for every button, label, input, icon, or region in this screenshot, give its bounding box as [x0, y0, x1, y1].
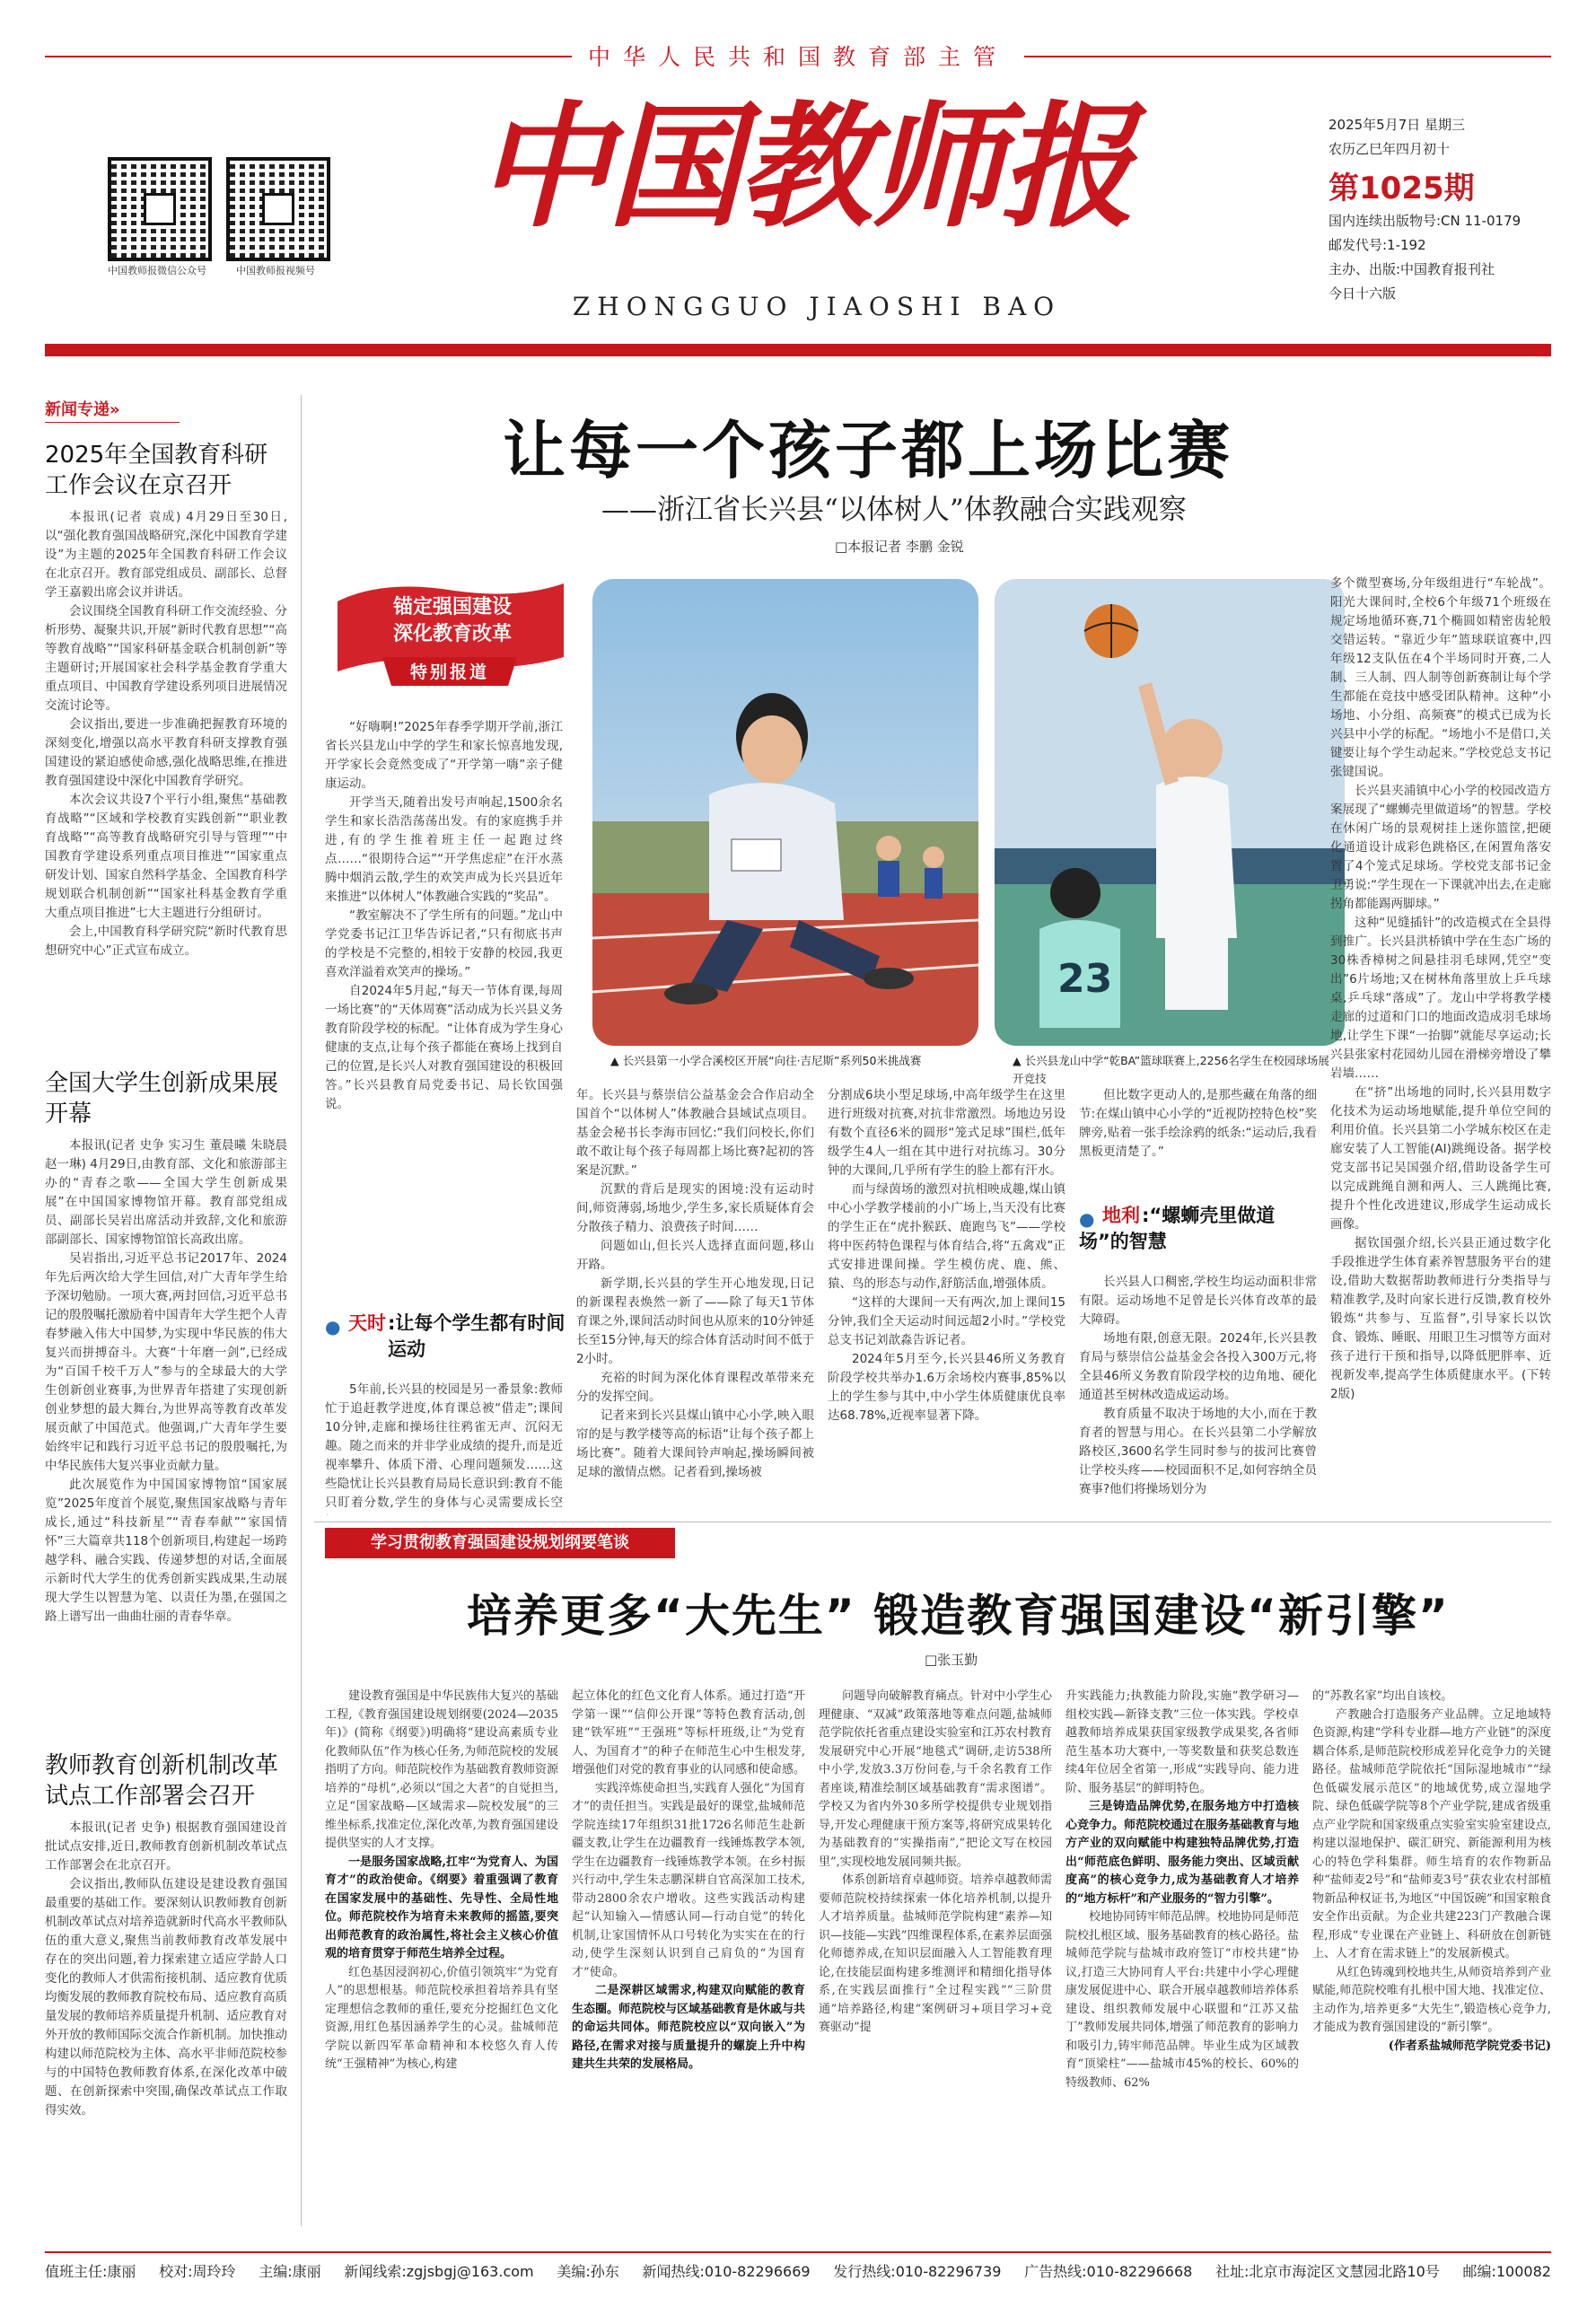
supervisor-line: 中华人民共和国教育部主管: [0, 39, 1596, 72]
pin-icon: ●: [1079, 1208, 1095, 1230]
news1-body: 本报讯(记者 袁成) 4月29日至30日,以“强化教育强国战略研究,深化中国教育学建设”为主题的2025年全国教育科研工作会议在北京召开。教育部党组成员、副部长、总督学王嘉毅出席会议并讲话。 会议围绕全国教育科研工作交流经验、分析形势、凝聚共识,开展“新时代教育思想”“高等教育战略”“国家科研基金联合机制创新”等主题研讨;开展国家社会科学基金教育学重大重点项目、中国教育学建设系列项目进展情况交流讨论等。 会议指出,要进一步准确把握教育环境的深刻变化,增强以高水平教育科研支撑教育强国建设的紧迫感使命感,强化战略思维,在推进教育强国建设中深化中国教育学研究。 本次会议共设7个平行小组,聚焦“基础教育战略”“区域和学校教育实践创新”“职业教育战略”“高等教育战略研究引导与管理”“中国教育学建设系列重点项目推进”“国家重点研发计划、国家自然科学基金、全国教育科学规划联合机制创新”“国家社科基金教育学重大重点项目推进”七大主题进行分组研讨。 会上,中国教育科学研究院“新时代教育思想研究中心”正式宣布成立。: [45, 510, 287, 958]
publisher: 主办、出版:中国教育报刊社: [1329, 261, 1495, 277]
header-red-bar: [45, 344, 1551, 356]
cn-number: 国内连续出版物号:CN 11-0179: [1329, 213, 1521, 229]
qr-label-video: 中国教师报视频号: [236, 265, 315, 276]
second-col4: 升实践能力;执教能力阶段,实施“教学研习—组校实践—新锋支教”三位一体实践。学校卓越教师培养成果获国家级教学成果奖,各省师范生基本功大赛中,一等奖数量和获奖总数连续4年位居全省第一,形成“实践导向、能力进阶、服务基层”的鲜明特色。 三是铸造品牌优势,在服务地方中打造核心竞争力。师范院校通过在服务基础教育与地方产业的双向赋能中构建独特品牌优势,打造出“师范底色鲜明、服务能力突出、区域贡献度高”的核心竞争力,成为基础教育人才培养的“地方标杆”和产业服务的“智力引擎”。 校地协同铸牢师范品牌。校地协同是师范院校扎根区域、服务基础教育的核心路径。盐城师范学院与盐城市政府签订“市校共建”协议,打造三大协同育人平台:共建中小学心理健康发展促进中心、联合开展卓越教师培养体系建设、组织教师发展中心联盟和“江苏又盐丁”教师发展共同体,增强了师范教育的影响力和吸引力,铸牢师范品牌。毕业生成为区域教育“顶梁柱”——盐城市45%的校长、60%的特级教师、62%: [1065, 1689, 1299, 2090]
issue-number: 第1025期: [1329, 171, 1475, 206]
photo2-caption: ▲ 长兴县龙山中学“乾BA”篮球联赛上,2256名学生在校园球场展开竞技: [1013, 1054, 1329, 1085]
footer-rule: [45, 2251, 1551, 2253]
second-col2: 起立体化的红色文化育人体系。通过打造“开学第一课”“信仰公开课”等特色教育活动,创建“铁军班”“王强班”等标杆班级,让“为党育人、为国育才”的种子在师范生心中生根发芽,增强他们对党的教育事业的认同感和使命感。 实践淬炼使命担当,实践育人强化“为国育才”的责任担当。实践是最好的课堂,盐城师范学院连续17年组织31批1726名师范生赴新疆支教,让学生在边疆教育一线锤炼教学本领,学生在边疆教育一线锤炼教学本领。在乡村振兴行动中,学生朱志鹏深耕自官高深加工技术,带动2800余农户增收。这些实践活动构建起“认知输入—情感认同—行动自觉”的转化机制,让家国情怀从口号转化为实实在在的行动,使学生深刻认识到自己肩负的“为国育才”使命。 二是深耕区域需求,构建双向赋能的教育生态圈。师范院校与区域基础教育是休戚与共的命运共同体。师范院校应以“双向嵌入”为路径,在需求对接与质量提升的螺旋上升中构建共生共荣的发展格局。: [572, 1689, 805, 2071]
subtitle-dili: [1079, 1203, 1317, 1257]
badge-line1: 锚定强国建设: [392, 596, 512, 618]
masthead-pinyin: ZHONGGUO JIAOSHI BAO: [572, 292, 1062, 321]
main-byline: □本报记者 李鹏 金锐: [835, 539, 964, 555]
second-col5: 的“苏教名家”均出自该校。 产教融合打造服务产业品牌。立足地域特色资源,构建“学科专业群—地方产业链”的深度耦合体系,是师范院校形成差异化竞争力的关键路径。盐城师范学院依托“国际湿地城市”“绿色低碳发展示范区”的地域优势,成立湿地学院、绿色低碳学院等8个产业学院,建成省级重点产业学院和国家级重点实验室实验室建设点,构建以湿地保护、碳汇研究、新能源利用为核心的特色学科集群。师生培育的农作物新品种“盐师麦2号”和“盐师麦3号”获农业农村部植物新品种权证书,为地区“中国饭碗”和国家粮食安全作出贡献。为企业共建223门产教融合课程,形成“专业课在产业链上、科研放在创新链上、人才育在需求链上”的发展新模式。 从红色铸魂到校地共生,从师资培养到产业赋能,师范院校唯有扎根中国大地、找准定位、主动作为,培养更多“大先生”,锻造核心竞争力,才能成为教育强国建设的“新引擎”。 (作者系盐城师范学院党委书记): [1312, 1689, 1551, 2053]
main-col1b: 5年前,长兴县的校园是另一番景象:教师忙于追赶教学进度,体育课总被“借走”;课间10分钟,走廊和操场往往鸦雀无声、沉闷无趣。随之而来的并非学业成绩的提升,而是近视率攀升、体质下滑、心理问题频发……这些隐忧让长兴县教育局局长意识到:教育不能只盯着分数,学生的身体与心灵需要成长空: [325, 1382, 563, 1510]
main-headline[interactable]: 让每一个孩子都上场比赛: [503, 414, 1233, 487]
subtitle-text: :让每个学生都有时间运动: [388, 1312, 566, 1360]
svg-text:23: 23: [1057, 956, 1113, 1002]
news2-title[interactable]: 全国大学生创新成果展开幕: [45, 1070, 279, 1127]
footer-editor: 值班主任:康丽: [45, 2263, 136, 2280]
commentary-banner: 学习贯彻教育强国建设规划纲要笔谈: [325, 1528, 675, 1558]
subtitle-tag: 地利: [1102, 1205, 1140, 1226]
main-col4: 但比数字更动人的,是那些藏在角落的细节:在煤山镇中心小学的“近视防控特色校”奖牌旁,贴着一张手绘涂鸦的纸条:“运动后,我看黑板更清楚了。”: [1079, 1088, 1317, 1159]
second-col3: 问题导向破解教育痛点。针对中小学生心理健康、“双减”政策落地等难点问题,盐城师范学院依托省重点建设实验室和江苏农村教育发展研究中心开展“地毯式”调研,走访538所中小学,发放3.3万份问卷,与千余名教育工作者座谈,精准绘制区域基础教育“需求图谱”。学校又为省内外30多所学校提供专业规划指导,开发心理健康干预方案等,将研究成果转化为基础教育的“实操指南”,“把论文写在校园里”,实现校地发展同频共振。 体系创新培育卓越师资。培养卓越教师需要师范院校持续探索一体化培养机制,以提升人才培养质量。盐城师范学院构建“素养—知识—技能—实践”四维课程体系,在素养层面强化师德养成,在知识层面融入人工智能教育理论,在技能层面构建多维测评和精细化指导体系,在实践层面推行“全过程实践”“三阶贯通”培养路径,构建“案例研习+项目学习+竞赛驱动”提: [819, 1689, 1052, 2034]
footer-chief: 主编:康丽: [259, 2263, 321, 2280]
footer-ad-tel: 广告热线:010-82296668: [1024, 2263, 1193, 2280]
news3-body: 本报讯(记者 史争) 根据教育强国建设首批试点安排,近日,教师教育创新机制改革试点工作部署会在北京召开。 会议指出,教师队伍建设是建设教育强国最重要的基础工作。要深刻认识教师教育创新机制改革试点对培养造就新时代高水平教师队伍的重大意义,聚焦当前教师教育改革发展中存在的突出问题,着力探索建立适应学龄人口变化的教师人才供需衔接机制、适应教育优质均衡发展的教师教育院校布局、适应教育高质量发展的教师培养质量提升机制、适应教育对外开放的教师国际交流合作新机制。加快推动构建以师范院校为主体、高水平非师范院校参与的中国特色教师教育体系,在深化改革中破题、在创新探索中突围,确保改革试点工作取得实效。: [45, 1820, 287, 2118]
photo-sprint-challenge[interactable]: [592, 579, 978, 1046]
second-col1: 建设教育强国是中华民族伟大复兴的基础工程,《教育强国建设规划纲要(2024—2035年)》(简称《纲要》)明确将“建设高素质专业化教师队伍”作为核心任务,为师范院校的发展指明了方向。师范院校作为基础教育教师资源培养的“母机”,必须以“国之大者”的自觉担当,立足“国家战略—区域需求—院校发展”的三维坐标系,找准定位,深化改革,为教育强国建设提供坚实的人才支撑。 一是服务国家战略,扛牢“为党育人、为国育才”的政治使命。《纲要》着重强调了教育在国家发展中的基础性、先导性、全局性地位。师范院校作为培育未来教师的摇篮,要突出师范教育的政治属性,将社会主义核心价值观的培育贯穿于师范生培养全过程。 红色基因浸润初心,价值引领筑牢“为党育人”的思想根基。师范院校承担着培养具有坚定理想信念教师的重任,要充分挖掘红色文化资源,用红色基因涵养学生的心灵。盐城师范学院以新四军革命精神和本校悠久育人传统“王强精神”为核心,构建: [325, 1689, 558, 2071]
badge-line2: 深化教育改革: [392, 623, 512, 645]
masthead-title: 中国教师报: [476, 88, 1132, 246]
second-byline: □张玉勤: [925, 1652, 978, 1668]
badge-line3: 特别报道: [409, 662, 489, 682]
qr-code-video[interactable]: [226, 157, 330, 261]
basketball-photo-icon: [995, 579, 1345, 1046]
photo-basketball-league[interactable]: [995, 579, 1345, 1046]
main-subhead: ——浙江省长兴县“以体树人”体教融合实践观察: [601, 494, 1187, 526]
footer-art: 美编:孙东: [557, 2263, 619, 2280]
pin-icon: ●: [325, 1316, 341, 1338]
footer-email[interactable]: 新闻线索:zgjsbgj@163.com: [344, 2263, 534, 2280]
qr-label-wechat: 中国教师报微信公众号: [108, 265, 206, 276]
footer-bar: [45, 2260, 1551, 2281]
news-section-label: 新闻专递»: [45, 400, 120, 419]
lunar-date: 农历乙巳年四月初十: [1329, 141, 1451, 157]
sidebar-divider: [301, 395, 302, 2226]
news3-title[interactable]: 教师教育创新机制改革试点工作部署会召开: [45, 1752, 279, 1810]
news2-body: 本报讯(记者 史争 实习生 董晨曦 朱晓晨 赵一琳) 4月29日,由教育部、文化和旅游部主办的“青春之歌——全国大学生创新成果展”在中国国家博物馆开幕。教育部党组成员、副部长吴岩出席活动并致辞,文化和旅游部副部长、国家博物馆馆长高政出席。 吴岩指出,习近平总书记2017年、2024年先后两次给大学生回信,对广大青年学生给予深切勉励。一项大赛,两封回信,习近平总书记的殷殷嘱托激励着中国青年大学生把个人青春梦融入伟大中国梦,为实现中华民族的伟大复兴而拼搏奋斗。大赛“十年磨一剑”,已经成为“百国千校千万人”参与的全球最大的大学生创新创业赛事,为世界青年搭建了实现创新创业梦想的最大舞台,为世界高等教育改革发展贡献了中国范式。他强调,广大青年学生要始终牢记和践行习近平总书记的殷殷嘱托,为中华民族伟大复兴事业贡献力量。 此次展览作为中国国家博物馆“国家展览”2025年度首个展览,聚焦国家战略与青年成长,通过“科技新星”“青春奉献”“家国情怀”三大篇章共118个创新项目,构建起一场跨越学科、融合实践、传递梦想的对话,全面展示新时代大学生的优秀创新实践成果,生动展现大学生以智慧为笔、以责任为墨,在强国之路上谱写出一曲曲壮丽的青春华章。: [45, 1138, 287, 1624]
page-count: 今日十六版: [1329, 285, 1397, 302]
footer-proof: 校对:周玲玲: [159, 2263, 236, 2280]
main-col5: 多个微型赛场,分年级组进行“车轮战”。阳光大课间时,全校6个年级71个班级在规定场地循环赛,71个椭圆如精密齿轮般交错运转。“靠近少年”篮球联谊赛中,四年级12支队伍在4个半场同时开赛,二人制、三人制、四人制等创新赛制让每个学生都能在竞技中感受团队精神。这种“小场地、小分组、高频赛”的模式已成为长兴县中小学的标配。“场地小不是借口,关键要让每个学生动起来。”学校党总支书记张键国说。 长兴县夹浦镇中心小学的校园改造方案展现了“螺蛳壳里做道场”的智慧。学校在休闲广场的景观树挂上迷你篮筐,把硬化通道设计成彩色跳格区,在闲置角落安置了4个笼式足球场。学校党支部书记金卫勇说:“学生现在一下课就冲出去,在走廊拐角都能踢两脚球。” 这种“见缝插针”的改造模式在全县得到推广。长兴县洪桥镇中学在生态广场的30株香樟树之间悬挂羽毛球网,凭空“变出”6片场地;又在树林角落里放上乒乓球桌,乒乓球“落成”了。龙山中学将教学楼走廊的过道和门口的地面改造成羽毛球场地,让学生下课“一抬脚”就能尽享运动;长兴县张家村花园幼儿园在滑梯旁增设了攀岩墙…… 在“挤”出场地的同时,长兴县用数字化技术为运动场地赋能,提升单位空间的利用价值。长兴县第二小学城东校区在走廊安装了人工智能(AI)跳绳设备。据学校党支部书记吴国强介绍,借助设备学生可以完成跳绳自测和两人、三人跳绳比赛,提升个性化改进建议,形成学生运动成长画像。 据钦国强介绍,长兴县正通过数字化手段推进学生体育素养智慧服务平台的建设,借助大数据帮助教师进行分类指导与精准教学,及时向家长进行反馈,教育校外锻炼“共参与、互监督”,引导家长以饮食、锻炼、睡眠、用眼卫生习惯等方面对孩子进行干预和指导,以降低肥胖率、近视新发率,提高学生体质健康水平。(下转2版): [1330, 576, 1551, 1401]
footer-address: 社址:北京市海淀区文慧园北路10号: [1215, 2263, 1440, 2280]
footer-zip: 邮编:100082: [1462, 2263, 1551, 2280]
photo1-caption: ▲ 长兴县第一小学合溪校区开展“向往·吉尼斯”系列50米挑战赛: [610, 1054, 922, 1067]
sprint-photo-icon: [592, 579, 978, 1046]
main-col4b: 长兴县人口稠密,学校生均运动面积非常有限。运动场地不足曾是长兴体育改革的最大障碍。 场地有限,创意无限。2024年,长兴县教育局与蔡崇信公益基金会各投入300万元,将全县46所义务教育阶段学校的边角地、硬化通道甚至树林改造成运动场。 教育质量不取决于场地的大小,而在于教育者的智慧与用心。在长兴县第二小学解放路校区,3600名学生同时参与的拔河比赛曾让学校头疼——校园面积不足,如何容纳全员赛事?他们将操场划分为: [1079, 1275, 1317, 1496]
postal-code: 邮发代号:1-192: [1329, 237, 1426, 253]
main-col2: 年。长兴县与蔡崇信公益基金会合作启动全国首个“以体树人”体教融合县域试点项目。基金会秘书长李海市回忆:“我们问校长,你们敢不敢让每个孩子每周都上场比赛?起初的答案是沉默。” 沉默的背后是现实的困境:没有运动时间,师资薄弱,场地少,学生多,家长质疑体育会分散孩子精力、浪费孩子时间…… 问题如山,但长兴人选择直面问题,移山开路。 新学期,长兴县的学生开心地发现,日记的新课程表焕然一新了——除了每天1节体育课之外,课间活动时间也从原来的10分钟延长至15分钟,每天的综合体育活动时间不低于2小时。 充裕的时间为深化体育课程改革带来充分的发挥空间。 记者来到长兴县煤山镇中心小学,映入眼帘的是与教学楼等高的标语“让每个孩子都上场比赛”。随着大课间铃声响起,操场瞬间被足球的激情点燃。记者看到,操场被: [576, 1088, 814, 1479]
footer-news-tel: 新闻热线:010-82296669: [642, 2263, 811, 2280]
news1-title[interactable]: 2025年全国教育科研工作会议在京召开: [45, 442, 268, 499]
footer-dist-tel: 发行热线:010-82296739: [833, 2263, 1002, 2280]
main-col3: 分割成6块小型足球场,中高年级学生在这里进行班级对抗赛,对抗非常激烈。场地边另设有数个直径6米的圆形“笼式足球”围栏,低年级学生4人一组在其中进行对抗练习。30分钟的大课间,几乎所有学生的脸上都有汗水。 而与绿茵场的激烈对抗相映成趣,煤山镇中心小学教学楼前的小广场上,当天没有比赛的学生正在“虎扑猴跃、鹿跑鸟飞”——学校将中医药特色课程与体育结合,将“五禽戏”正式安排进课间操。学生模仿虎、鹿、熊、猿、鸟的形态与动作,舒筋活血,增强体质。 “这样的大课间一天有两次,加上课间15分钟,我们全天运动时间远超2小时。”学校党总支书记刘歆淼告诉记者。 2024年5月至今,长兴县46所义务教育阶段学校共举办1.6万余场校内赛事,85%以上的学生参与其中,中小学生体质健康优良率达68.78%,近视率显著下降。: [828, 1088, 1065, 1423]
issue-date: 2025年5月7日 星期三: [1329, 117, 1466, 133]
news-label-underline: [45, 422, 180, 423]
subtitle-tag: 天时: [348, 1312, 386, 1334]
main-col1: “好嗨啊!”2025年春季学期开学前,浙江省长兴县龙山中学的学生和家长惊喜地发现,开学家长会竟然变成了“开学第一嗨”亲子健康运动。 开学当天,随着出发号声响起,1500余名学生和家长浩浩荡荡出发。有的家庭携手并进,有的学生推着班主任一起跑过终点……“很期待合运”“开学焦虑症”在汗水蒸腾中烟消云散,学生的欢笑声成为长兴县近年来推进“以体树人”体教融合实践的“奖品”。 “教室解决不了学生所有的问题。”龙山中学党委书记江卫华告诉记者,“只有彻底书声的学校是不完整的,相较于安静的校园,我更喜欢洋溢着欢笑声的操场。” 自2024年5月起,“每天一节体育课,每周一场比赛”的“天体周赛”活动成为长兴县义务教育阶段学校的标配。“让体育成为学生身心健康的支点,让每个孩子都能在赛场上找到自己的位置,是长兴人对教育强国建设的积极回答。”长兴县教育局党委书记、局长钦国强说。: [325, 720, 563, 1111]
subtitle-text: :“螺蛳壳里做道场”的智慧: [1079, 1205, 1276, 1252]
second-headline[interactable]: 培养更多“大先生” 锻造教育强国建设“新引擎”: [467, 1590, 1450, 1642]
qr-code-wechat[interactable]: [108, 157, 212, 261]
subtitle-tianshi: [325, 1311, 566, 1364]
special-report-badge: [329, 574, 571, 691]
